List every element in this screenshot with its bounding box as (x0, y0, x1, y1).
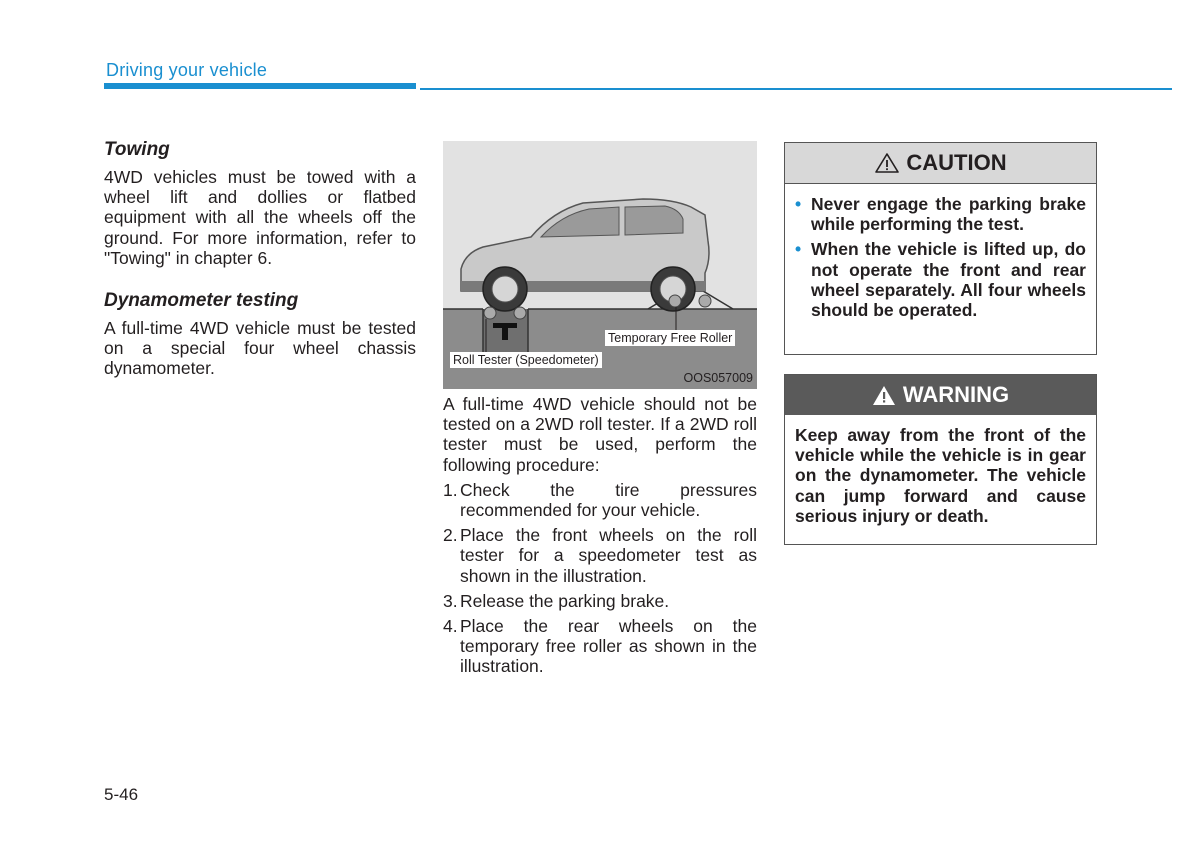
figure-code: OOS057009 (683, 371, 753, 385)
header-rule (420, 88, 1172, 90)
step-item (443, 616, 757, 677)
warning-triangle-icon (872, 385, 896, 406)
bullet-dot-icon: • (795, 194, 802, 214)
left-column (104, 139, 416, 379)
dyno-heading: Dynamometer testing (104, 290, 299, 312)
step-number: 2. (443, 525, 458, 546)
label-roll-tester: Roll Tester (Speedometer) (450, 352, 602, 368)
caution-body (785, 184, 1096, 320)
caution-bullet-text: When the vehicle is lifted up, do not operate the front and rear wheel separately. All four wheels should be operated. (811, 239, 1086, 321)
middle-column (443, 394, 757, 677)
caution-title: CAUTION (906, 150, 1007, 175)
step-text: Place the rear wheels on the temporary free roller as shown in the illustration. (460, 616, 757, 677)
caution-bullet (795, 239, 1086, 320)
caution-bullet-text: Never engage the parking brake while performing the test. (811, 194, 1086, 235)
step-number: 4. (443, 616, 458, 637)
warning-text: Keep away from the front of the vehicle while the vehicle is in gear on the dynamometer. The vehicle can jump forward and cause serious injury or death. (795, 425, 1086, 526)
warning-title: WARNING (902, 382, 1010, 407)
step-item (443, 480, 757, 520)
page-number: 5-46 (104, 785, 139, 804)
step-number: 1. (443, 479, 458, 500)
towing-text: 4WD vehicles must be towed with a wheel lift and dollies or flatbed equipment with all the wheels off the ground. For more information, refer to "Towing" in chapter 6. (104, 167, 416, 268)
step-number: 3. (443, 590, 458, 611)
step-text: Place the front wheels on the roll tester for a speedometer test as shown in the illustration. (460, 525, 757, 586)
step-item (443, 591, 757, 611)
warning-box (784, 374, 1097, 545)
dyno-text: A full-time 4WD vehicle must be tested on a special four wheel chassis dynamometer. (104, 318, 416, 379)
label-free-roller: Temporary Free Roller (605, 330, 735, 346)
step-text: Check the tire pressures recommended for your vehicle. (460, 479, 757, 521)
caution-triangle-icon (874, 152, 900, 174)
warning-body (785, 415, 1096, 526)
towing-heading: Towing (104, 139, 170, 160)
header-bar-accent (104, 83, 416, 89)
step-text: Release the parking brake. (460, 590, 670, 611)
dynamometer-illustration (443, 141, 757, 389)
caution-box (784, 142, 1097, 355)
caution-header (785, 143, 1096, 184)
bullet-dot-icon: • (795, 239, 802, 260)
step-item (443, 525, 757, 586)
section-title: Driving your vehicle (106, 60, 268, 80)
caution-bullet (795, 194, 1086, 234)
procedure-intro: A full-time 4WD vehicle should not be tested on a 2WD roll tester. If a 2WD roll tester must be used, perform the following procedure: (443, 394, 757, 475)
warning-header (785, 375, 1096, 415)
